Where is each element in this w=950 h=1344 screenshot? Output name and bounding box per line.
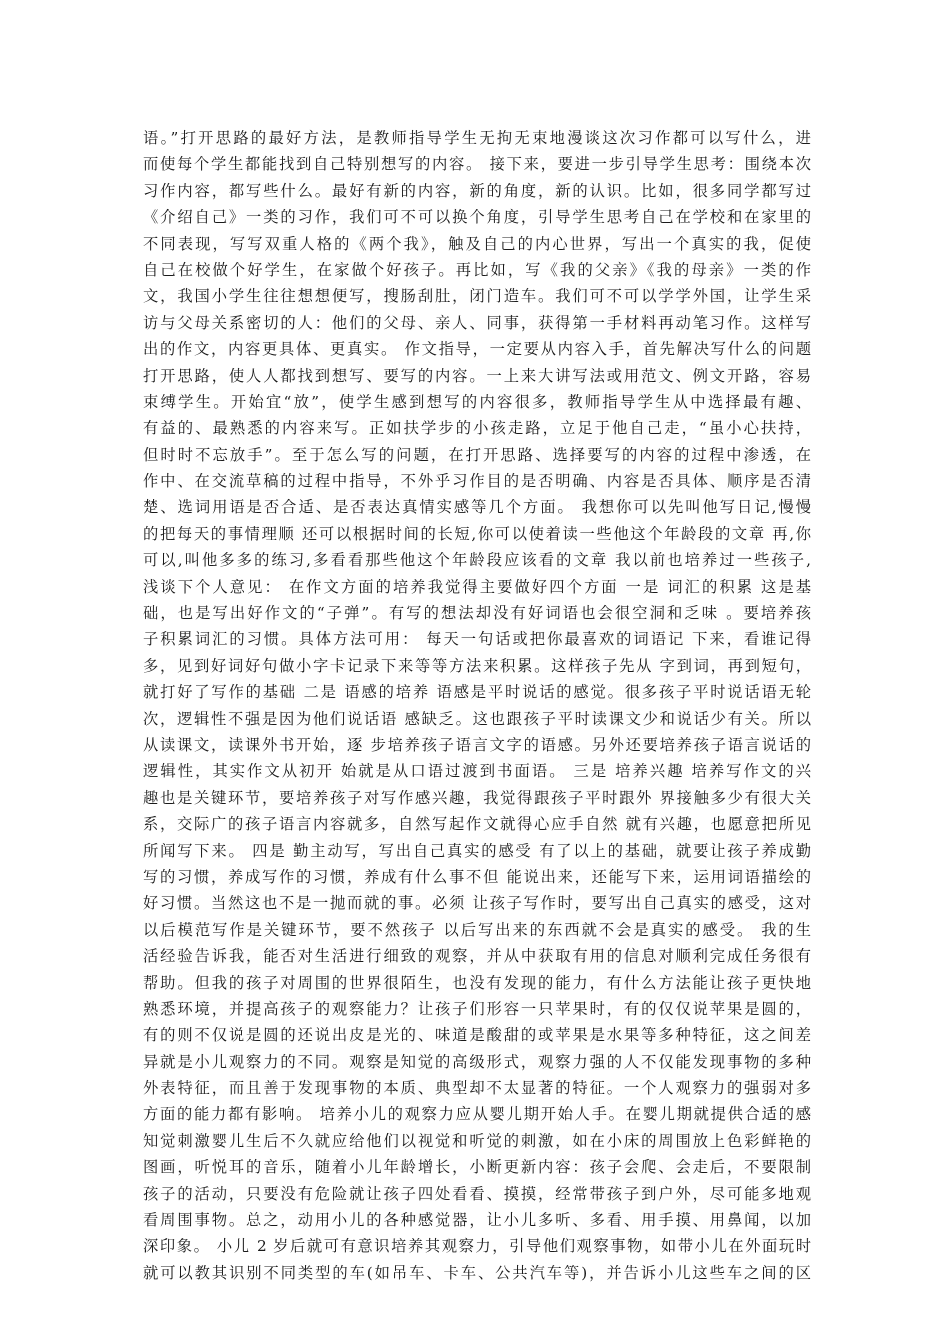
text-line: 束缚学生。开始宜“放”，使学生感到想写的内容很多，教师指导学生从中选择最有趣、 [143,392,811,411]
text-line: 活经验告诉我，能否对生活进行细致的观察，并从中获取有用的信息对顺利完成任务很有 [143,947,811,966]
text-line: 图画，听悦耳的音乐，随着小儿年龄增长，小断更新内容：孩子会爬、会走后，不要限制 [143,1158,811,1177]
text-line: 的把每天的事情理顺 还可以根据时间的长短,你可以使着读一些他这个年龄段的文章 再,你 [143,524,811,543]
text-line: 次，逻辑性不强是因为他们说话语 感缺乏。这也跟孩子平时读课文少和说话少有关。所以 [143,709,811,728]
text-line: 《介绍自己》一类的习作，我们可不可以换个角度，引导学生思考自己在学校和在家里的 [143,208,811,227]
text-line: 不同表现，写写双重人格的《两个我》，触及自己的内心世界，写出一个真实的我，促使 [143,234,811,253]
text-line: 习作内容，都写些什么。最好有新的内容，新的角度，新的认识。比如，很多同学都写过 [143,181,811,200]
text-line: 写的习惯，养成写作的习惯，养成有什么事不但 能说出来，还能写下来，运用词语描绘的 [143,867,811,886]
text-line: 多，见到好词好句做小字卡记录下来等等方法来积累。这样孩子先从 字到词，再到短句， [143,656,811,675]
text-line: 可以,叫他多多的练习,多看看那些他这个年龄段应该看的文章 我以前也培养过一些孩子, [143,551,811,570]
text-line: 楚、选词用语是否合适、是否表达真情实感等几个方面。 我想你可以先叫他写日记,慢慢 [143,498,811,517]
text-line: 打开思路，使人人都找到想写、要写的内容。一上来大讲写法或用范文、例文开路，容易 [143,366,811,385]
text-line: 有益的、最熟悉的内容来写。正如扶学步的小孩走路，立足于他自己走，“虽小心扶持， [143,419,811,438]
text-line: 有的则不仅说是圆的还说出皮是光的、味道是酸甜的或苹果是水果等多种特征，这之间差 [143,1026,811,1045]
text-line: 自己在校做个好学生，在家做个好孩子。再比如，写《我的父亲》《我的母亲》一类的作 [143,260,811,279]
text-line: 逻辑性，其实作文从初开 始就是从口语过渡到书面语。 三是 培养兴趣 培养写作文的兴 [143,762,811,781]
text-line: 文，我国小学生往往想想便写，搜肠刮肚，闭门造车。我们可不可以学学外国，让学生采 [143,287,811,306]
text-line: 就打好了写作的基础 二是 语感的培养 语感是平时说话的感觉。很多孩子平时说话语无轮 [143,683,811,702]
text-line: 看周围事物。总之，动用小儿的各种感觉器，让小儿多听、多看、用手摸、用鼻闻，以加 [143,1211,811,1230]
text-line: 孩子的活动，只要没有危险就让孩子四处看看、摸摸，经常带孩子到户外，尽可能多地观 [143,1184,811,1203]
text-line: 子积累词汇的习惯。具体方法可用： 每天一句话或把你最喜欢的词语记 下来，看谁记得 [143,630,811,649]
text-line: 系，交际广的孩子语言内容就多，自然写起作文就得心应手自然 就有兴趣，也愿意把所见 [143,815,811,834]
text-line: 就可以教其识别不同类型的车(如吊车、卡车、公共汽车等)，并告诉小儿这些车之间的区 [143,1263,811,1282]
text-line: 访与父母关系密切的人：他们的父母、亲人、同事，获得第一手材料再动笔习作。这样写 [143,313,811,332]
text-line: 知觉刺激婴儿生后不久就应给他们以视觉和听觉的刺激，如在小床的周围放上色彩鲜艳的 [143,1131,811,1150]
text-line: 深印象。 小儿 2 岁后就可有意识培养其观察力，引导他们观察事物，如带小儿在外面玩时 [143,1237,811,1256]
text-line: 趣也是关键环节，要培养孩子对写作感兴趣，我觉得跟孩子平时跟外 界接触多少有很大关 [143,788,811,807]
text-line: 础，也是写出好作文的“子弹”。有写的想法却没有好词语也会很空洞和乏味 。要培养孩 [143,604,811,623]
text-line: 异就是小儿观察力的不同。观察是知觉的高级形式，观察力强的人不仅能发现事物的多种 [143,1052,811,1071]
text-line: 语。”打开思路的最好方法，是教师指导学生无拘无束地漫谈这次习作都可以写什么，进 [143,129,811,147]
text-line: 熟悉环境，并提高孩子的观察能力？让孩子们形容一只苹果时，有的仅仅说苹果是圆的， [143,999,811,1018]
text-line: 以后模范写作是关键环节，要不然孩子 以后写出来的东西就不会是真实的感受。 我的生 [143,920,811,939]
text-line: 所闻写下来。 四是 勤主动写，写出自己真实的感受 有了以上的基础，就要让孩子养成勤 [143,841,811,860]
text-line: 浅谈下个人意见： 在作文方面的培养我觉得主要做好四个方面 一是 词汇的积累 这是基 [143,577,811,596]
text-line: 帮助。但我的孩子对周围的世界很陌生，也没有发现的能力，有什么方法能让孩子更快地 [143,973,811,992]
text-line: 方面的能力都有影响。 培养小儿的观察力应从婴儿期开始人手。在婴儿期就提供合适的感 [143,1105,811,1124]
text-line: 但时时不忘放手”。至于怎么写的问题，在打开思路、选择要写的内容的过程中渗透，在 [143,445,811,464]
body-text [143,125,811,1286]
text-line: 好习惯。当然这也不是一抛而就的事。必须 让孩子写作时，要写出自己真实的感受，这对 [143,894,811,913]
text-line: 从读课文，读课外书开始，逐 步培养孩子语言文字的语感。另外还要培养孩子语言说话的 [143,735,811,754]
text-line: 出的作文，内容更具体、更真实。 作文指导，一定要从内容入手，首先解决写什么的问题 [143,340,811,359]
text-line: 作中、在交流草稿的过程中指导，不外乎习作目的是否明确、内容是否具体、顺序是否清 [143,472,811,491]
text-line: 外表特征，而且善于发现事物的本质、典型却不太显著的特征。一个人观察力的强弱对多 [143,1079,811,1098]
text-line: 而使每个学生都能找到自己特别想写的内容。 接下来，要进一步引导学生思考：围绕本次 [143,155,811,174]
